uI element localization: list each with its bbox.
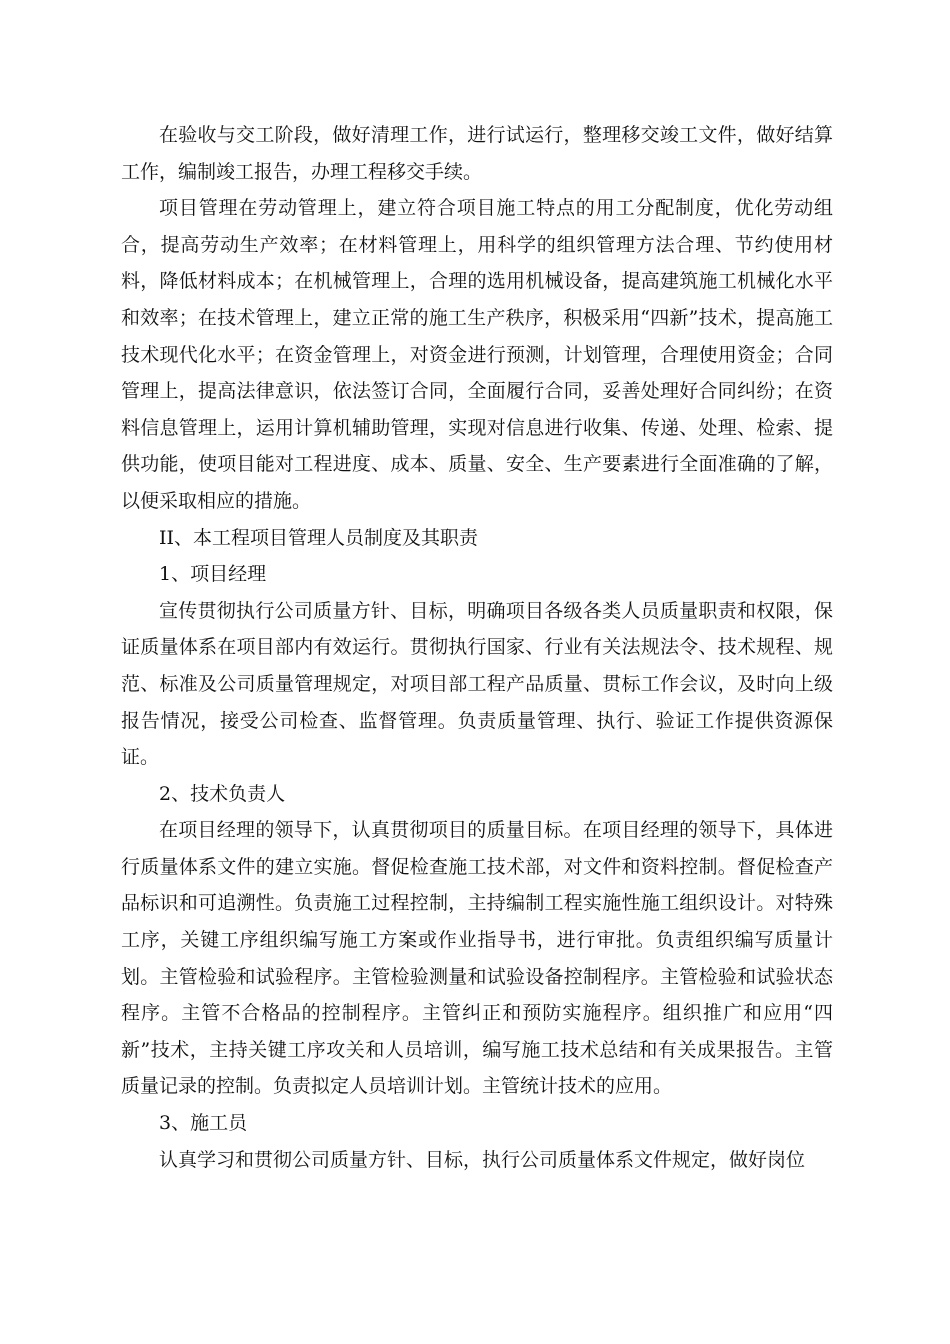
paragraph-construction-worker-duties: 认真学习和贯彻公司质量方针、目标，执行公司质量体系文件规定，做好岗位 [159, 1148, 806, 1171]
paragraph-project-management: 项目管理在劳动管理上，建立符合项目施工特点的用工分配制度，优化劳动组合，提高劳动生产效率；在材料管理上，用科学的组织管理方法合理、节约使用材料，降低材料成本；在机械管理上，合理的选用机械设备，提高建筑施工机械化水平和效率；在技术管理上，建立正常的施工生产秩序，积极采用“四新”技术，提高施工技术现代化水平；在资金管理上，对资金进行预测，计划管理，合理使用资金；合同管理上，提高法律意识，依法签订合同，全面履行合同，妥善处理好合同纠纷；在资料信息管理上，运用计算机辅助管理，实现对信息进行收集、传递、处理、检索、提供功能，使项目能对工程进度、成本、质量、安全、生产要素进行全面准确的了解，以便采取相应的措施。 [121, 197, 833, 512]
section-heading-personnel-duties: II、本工程项目管理人员制度及其职责 [159, 526, 479, 549]
subheading-project-manager: 1、项目经理 [159, 563, 267, 586]
subheading-technical-lead: 2、技术负责人 [159, 782, 286, 805]
subheading-construction-worker: 3、施工员 [159, 1112, 248, 1135]
document-body [121, 117, 833, 1178]
paragraph-project-manager-duties: 宣传贯彻执行公司质量方针、目标，明确项目各级各类人员质量职责和权限，保证质量体系在项目部内有效运行。贯彻执行国家、行业有关法规法令、技术规程、规范、标准及公司质量管理规定，对项目部工程产品质量、贯标工作会议，及时向上级报告情况，接受公司检查、监督管理。负责质量管理、执行、验证工作提供资源保证。 [121, 599, 833, 769]
paragraph-acceptance-stage: 在验收与交工阶段，做好清理工作，进行试运行，整理移交竣工文件，做好结算工作，编制竣工报告，办理工程移交手续。 [121, 124, 833, 183]
paragraph-technical-lead-duties: 在项目经理的领导下，认真贯彻项目的质量目标。在项目经理的领导下，具体进行质量体系文件的建立实施。督促检查施工技术部，对文件和资料控制。督促检查产品标识和可追溯性。负责施工过程控制，主持编制工程实施性施工组织设计。对特殊工序，关键工序组织编写施工方案或作业指导书，进行审批。负责组织编写质量计划。主管检验和试验程序。主管检验测量和试验设备控制程序。主管检验和试验状态程序。主管不合格品的控制程序。主管纠正和预防实施程序。组织推广和应用“四新”技术，主持关键工序攻关和人员培训，编写施工技术总结和有关成果报告。主管质量记录的控制。负责拟定人员培训计划。主管统计技术的应用。 [121, 819, 833, 1098]
